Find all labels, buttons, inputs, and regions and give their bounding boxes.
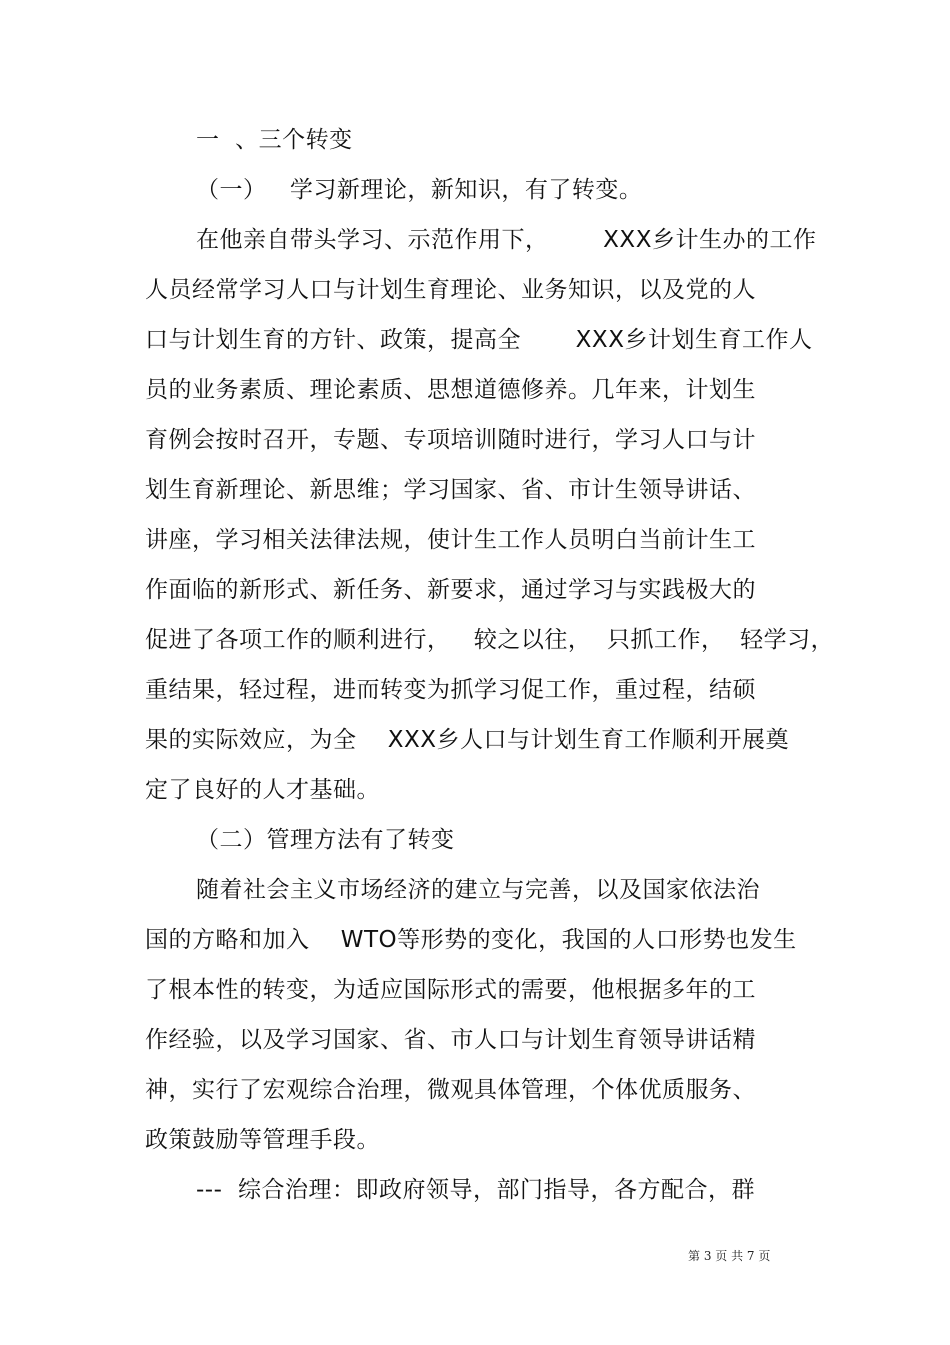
paragraph-line: 在他亲自带头学习、示范作用下， XXX乡计生办的工作 — [196, 227, 817, 253]
paragraph-line: 员的业务素质、理论素质、思想道德修养。几年来，计划生 — [145, 377, 756, 403]
paragraph-line: 作经验，以及学习国家、省、市人口与计划生育领导讲话精 — [145, 1027, 756, 1053]
paragraph-line: 随着社会主义市场经济的建立与完善，以及国家依法治 — [196, 877, 760, 903]
page-number-footer: 第 3 页 共 7 页 — [688, 1249, 771, 1263]
section-heading: 一 、三个转变 — [196, 127, 353, 153]
paragraph-line: --- 综合治理：即政府领导，部门指导，各方配合，群 — [196, 1177, 756, 1203]
paragraph-line: 作面临的新形式、新任务、新要求，通过学习与实践极大的 — [145, 577, 756, 603]
paragraph-line: 了根本性的转变，为适应国际形式的需要，他根据多年的工 — [145, 977, 756, 1003]
paragraph-line: 神，实行了宏观综合治理，微观具体管理，个体优质服务、 — [145, 1077, 756, 1103]
paragraph-line: 果的实际效应，为全 XXX乡人口与计划生育工作顺利开展奠 — [145, 727, 790, 753]
paragraph-line: 定了良好的人才基础。 — [145, 777, 380, 803]
paragraph-line: 促进了各项工作的顺利进行， 较之以往， 只抓工作， 轻学习， — [145, 627, 835, 653]
paragraph-line: 国的方略和加入 WTO等形势的变化，我国的人口形势也发生 — [145, 927, 797, 953]
paragraph-line: 重结果，轻过程，进而转变为抓学习促工作，重过程，结硕 — [145, 677, 756, 703]
paragraph-line: 人员经常学习人口与计划生育理论、业务知识，以及党的人 — [145, 277, 756, 303]
paragraph-line: 育例会按时召开，专题、专项培训随时进行，学习人口与计 — [145, 427, 756, 453]
subsection-heading: （二）管理方法有了转变 — [196, 827, 455, 853]
subsection-heading: （一） 学习新理论，新知识，有了转变。 — [196, 177, 643, 203]
paragraph-line: 讲座，学习相关法律法规，使计生工作人员明白当前计生工 — [145, 527, 756, 553]
paragraph-line: 划生育新理论、新思维；学习国家、省、市计生领导讲话、 — [145, 477, 756, 503]
paragraph-line: 政策鼓励等管理手段。 — [145, 1127, 380, 1153]
paragraph-line: 口与计划生育的方针、政策，提高全 XXX乡计划生育工作人 — [145, 327, 813, 353]
